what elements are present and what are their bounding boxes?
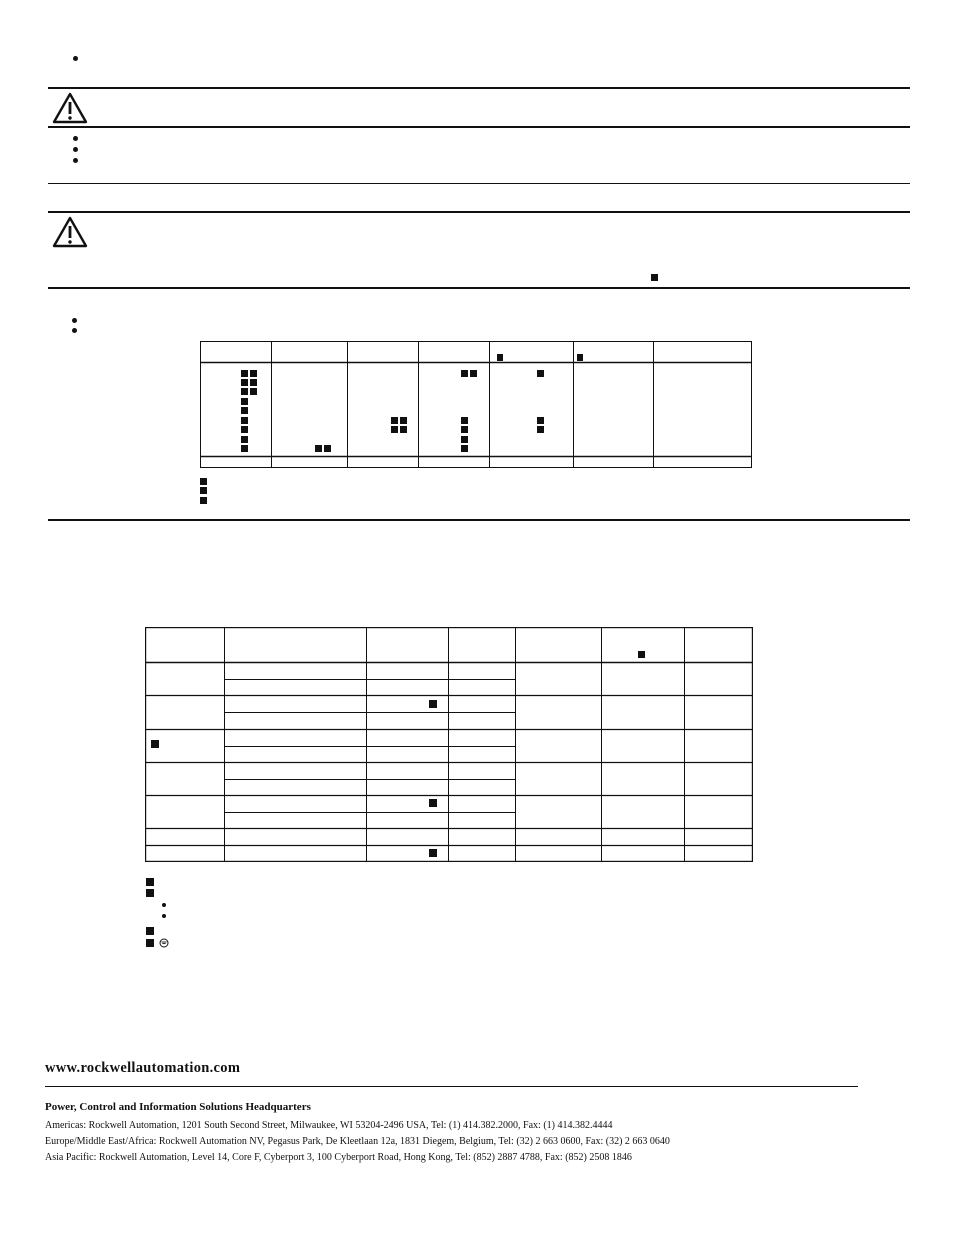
footnote-marker-icon xyxy=(651,274,658,281)
warning-bottom-rule xyxy=(48,183,910,184)
compatibility-table xyxy=(200,341,752,468)
footnote-marker-icon xyxy=(537,426,544,433)
specifications-table xyxy=(145,627,753,862)
footer-rule xyxy=(45,1086,858,1087)
footnote-marker-icon xyxy=(241,426,248,433)
footnote-marker-icon xyxy=(461,370,468,377)
footnote-marker-icon xyxy=(146,939,154,947)
footnote-marker-icon xyxy=(391,417,398,424)
footnote-marker-icon xyxy=(241,417,248,424)
footnote-marker-icon xyxy=(241,370,248,377)
footnote-marker-icon xyxy=(200,478,207,485)
bullet-dot-icon xyxy=(162,914,166,918)
website-url[interactable]: www.rockwellautomation.com xyxy=(45,1060,241,1076)
address-americas: Americas: Rockwell Automation, 1201 South Second Street, Milwaukee, WI 53204-2496 USA, Tel: (1) 414.382.2000, Fax: (1) 414.382.4444 xyxy=(45,1120,613,1131)
footnote-marker-icon xyxy=(324,445,331,452)
footnote-marker-icon xyxy=(250,379,257,386)
warning-triangle-icon xyxy=(52,92,88,124)
headquarters-title: Power, Control and Information Solutions Headquarters xyxy=(45,1101,311,1113)
footnote-marker-icon xyxy=(200,497,207,504)
footnote-marker-icon xyxy=(537,417,544,424)
footnote-marker-icon xyxy=(146,927,154,935)
footnote-marker-icon xyxy=(146,889,154,897)
bullet-dot-icon xyxy=(73,147,78,152)
footnote-marker-icon xyxy=(241,388,248,395)
bullet-dot-icon xyxy=(72,328,77,333)
footnote-marker-icon xyxy=(429,700,437,708)
footnote-marker-icon xyxy=(461,417,468,424)
ground-symbol-icon xyxy=(159,938,169,948)
footnote-marker-icon xyxy=(537,370,544,377)
footnote-marker-icon xyxy=(400,417,407,424)
table-grid xyxy=(200,341,752,468)
bullet-dot-icon xyxy=(73,56,78,61)
table-grid xyxy=(145,627,753,862)
footnote-marker-icon xyxy=(241,379,248,386)
footnote-marker-icon xyxy=(461,445,468,452)
footnote-marker-icon xyxy=(250,388,257,395)
warning-top-rule xyxy=(48,211,910,213)
footnote-marker-icon xyxy=(241,436,248,443)
footnote-marker-icon xyxy=(497,354,503,361)
bullet-dot-icon xyxy=(72,318,77,323)
warning-mid-rule xyxy=(48,126,910,128)
address-asia: Asia Pacific: Rockwell Automation, Level 14, Core F, Cyberport 3, 100 Cyberport Road, Hong Kong, Tel: (852) 2887 4788, Fax: (852) 2508 1846 xyxy=(45,1152,632,1163)
footnote-marker-icon xyxy=(638,651,645,658)
bullet-dot-icon xyxy=(73,136,78,141)
footnote-marker-icon xyxy=(241,445,248,452)
footnote-marker-icon xyxy=(241,398,248,405)
footnote-marker-icon xyxy=(315,445,322,452)
bullet-dot-icon xyxy=(162,903,166,907)
footnote-marker-icon xyxy=(400,426,407,433)
warning-mid-rule xyxy=(48,287,910,289)
footnote-marker-icon xyxy=(241,407,248,414)
footnote-marker-icon xyxy=(250,370,257,377)
footnote-marker-icon xyxy=(200,487,207,494)
bullet-dot-icon xyxy=(73,158,78,163)
footnote-marker-icon xyxy=(146,878,154,886)
warning-top-rule xyxy=(48,87,910,89)
footnote-marker-icon xyxy=(151,740,159,748)
footnote-marker-icon xyxy=(429,849,437,857)
section-bottom-rule xyxy=(48,519,910,521)
footnote-marker-icon xyxy=(577,354,583,361)
footnote-marker-icon xyxy=(429,799,437,807)
footnote-marker-icon xyxy=(470,370,477,377)
footnote-marker-icon xyxy=(461,436,468,443)
footnote-marker-icon xyxy=(391,426,398,433)
warning-triangle-icon xyxy=(52,216,88,248)
footnote-marker-icon xyxy=(461,426,468,433)
address-emea: Europe/Middle East/Africa: Rockwell Automation NV, Pegasus Park, De Kleetlaan 12a, 1831 Diegem, Belgium, Tel: (32) 2 663 0600, Fax: (32) 2 663 0640 xyxy=(45,1136,670,1147)
